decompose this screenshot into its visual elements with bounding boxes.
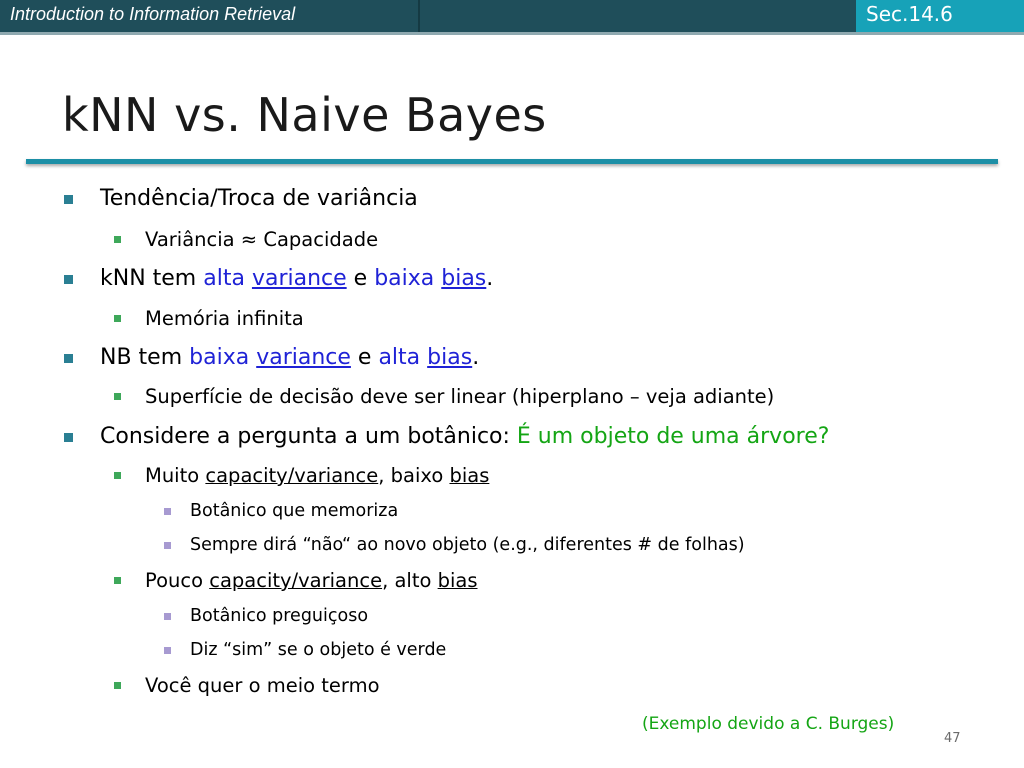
- highlight-link-variance[interactable]: variance: [251, 266, 347, 291]
- bullet-text: Botânico que memoriza: [190, 501, 399, 521]
- highlight-word: baixa: [374, 266, 435, 291]
- bullet-text: Diz “sim” se o objeto é verde: [190, 640, 447, 660]
- bullet-tradeoff: [100, 186, 418, 211]
- bullet-knn: [100, 266, 493, 291]
- botanist-question: É um objeto de uma árvore?: [516, 424, 830, 449]
- course-title: Introduction to Information Retrieval: [10, 4, 296, 24]
- slide-title: kNN vs. Naive Bayes: [62, 88, 547, 142]
- header-divider: [418, 0, 420, 32]
- text-segment: , alto: [382, 569, 438, 592]
- highlight-word: alta: [378, 345, 421, 370]
- bullet-text: Memória infinita: [145, 307, 304, 330]
- square-bullet-icon: [114, 315, 121, 322]
- bullet-high-capacity: [145, 464, 489, 487]
- underlined-term[interactable]: bias: [437, 569, 478, 592]
- bullet-text: Superfície de decisão deve ser linear (hiperplano – veja adiante): [145, 385, 775, 408]
- square-bullet-icon: [64, 433, 73, 442]
- square-bullet-icon: [114, 682, 121, 689]
- bullet-middle-ground: [145, 674, 380, 697]
- square-bullet-icon: [64, 354, 73, 363]
- highlight-link-bias[interactable]: bias: [427, 345, 473, 370]
- page-number: 47: [944, 731, 961, 746]
- square-bullet-icon: [114, 577, 121, 584]
- square-bullet-icon: [114, 236, 121, 243]
- square-bullet-icon: [114, 393, 121, 400]
- section-box: [856, 0, 1024, 32]
- highlight-word: baixa: [189, 345, 250, 370]
- text-segment: , baixo: [378, 464, 450, 487]
- header-bar: [0, 0, 1024, 32]
- bullet-nb: [100, 345, 479, 370]
- bullet-variance-capacity: [145, 228, 378, 251]
- text-segment: kNN tem: [100, 266, 204, 291]
- text-segment: .: [472, 345, 480, 370]
- square-bullet-icon: [164, 613, 171, 620]
- bullet-says-yes: [190, 640, 446, 660]
- section-label: Sec.14.6: [866, 2, 953, 26]
- header-underline: [0, 32, 1024, 35]
- bullet-text: Tendência/Troca de variância: [100, 186, 418, 211]
- text-segment: .: [486, 266, 494, 291]
- title-rule: [26, 159, 998, 164]
- text-segment: e: [346, 266, 375, 291]
- square-bullet-icon: [164, 508, 171, 515]
- square-bullet-icon: [64, 195, 73, 204]
- square-bullet-icon: [164, 647, 171, 654]
- text-segment: Muito: [145, 464, 206, 487]
- bullet-infinite-memory: [145, 307, 304, 330]
- bullet-memorizing-botanist: [190, 501, 398, 521]
- bullet-text: Variância ≈ Capacidade: [145, 228, 379, 251]
- underlined-term[interactable]: capacity/variance: [205, 464, 379, 487]
- bullet-low-capacity: [145, 569, 478, 592]
- underlined-term[interactable]: capacity/variance: [209, 569, 383, 592]
- square-bullet-icon: [64, 275, 73, 284]
- text-segment: e: [350, 345, 379, 370]
- bullet-always-no: [190, 535, 745, 555]
- bullet-text: Sempre dirá “não“ ao novo objeto (e.g., diferentes # de folhas): [190, 535, 745, 555]
- bullet-lazy-botanist: [190, 606, 368, 626]
- square-bullet-icon: [114, 472, 121, 479]
- bullet-text: Você quer o meio termo: [145, 674, 380, 697]
- text-segment: NB tem: [100, 345, 190, 370]
- highlight-link-bias[interactable]: bias: [441, 266, 487, 291]
- highlight-link-variance[interactable]: variance: [256, 345, 351, 370]
- bullet-linear-surface: [145, 385, 774, 408]
- underlined-term[interactable]: bias: [449, 464, 490, 487]
- example-credit: (Exemplo devido a C. Burges): [642, 714, 895, 734]
- square-bullet-icon: [164, 542, 171, 549]
- bullet-botanist: [100, 424, 829, 449]
- bullet-text: Botânico preguiçoso: [190, 606, 369, 626]
- text-segment: Pouco: [145, 569, 210, 592]
- text-segment: Considere a pergunta a um botânico:: [100, 424, 517, 449]
- highlight-word: alta: [203, 266, 245, 291]
